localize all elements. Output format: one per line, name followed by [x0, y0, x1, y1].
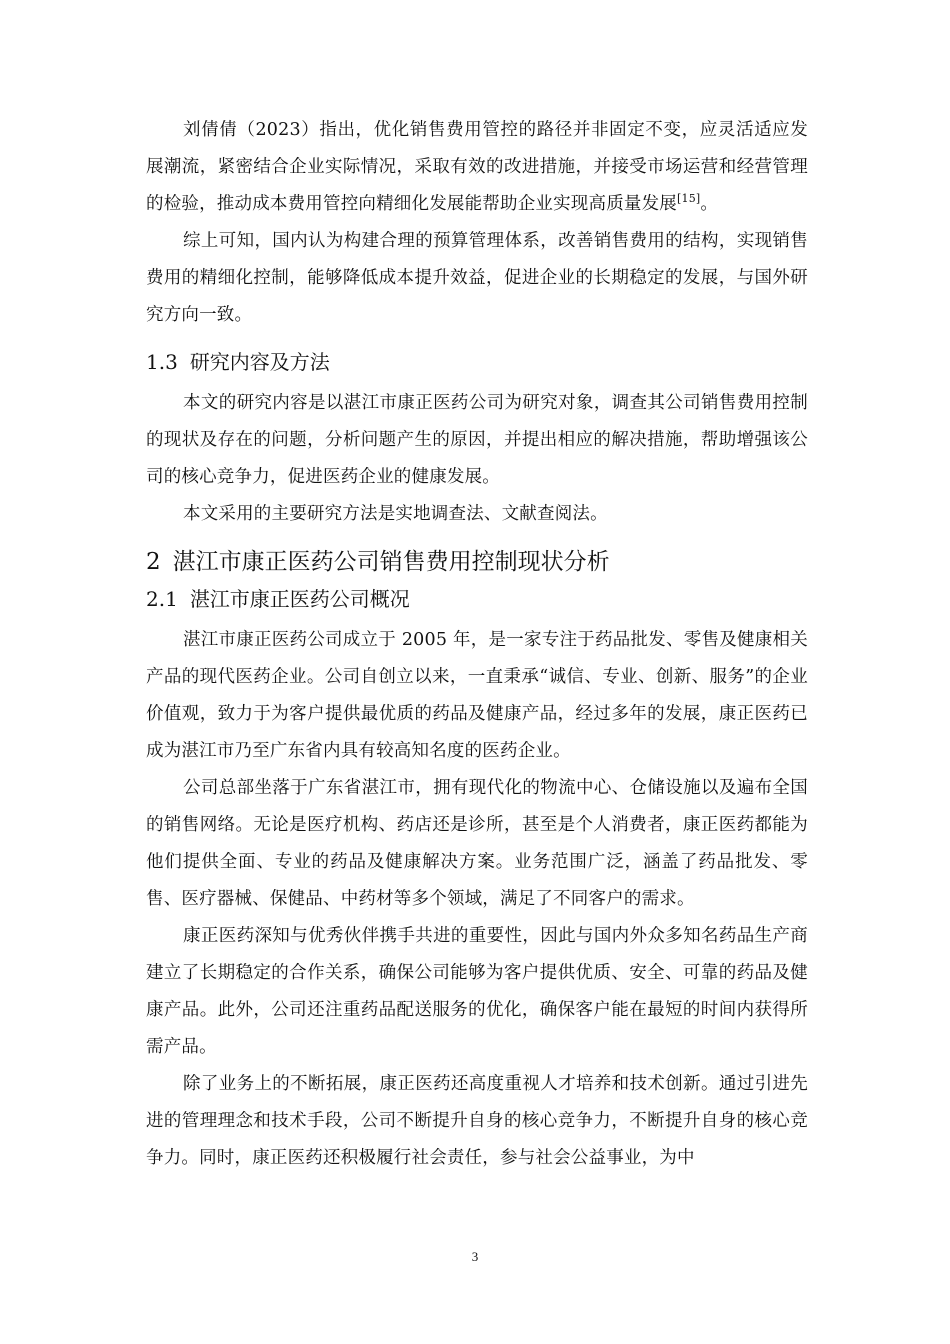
- paragraph-summary: 综上可知，国内认为构建合理的预算管理体系，改善销售费用的结构，实现销售费用的精细化控制，能够降低成本提升效益，促进企业的长期稳定的发展，与国外研究方向一致。: [146, 231, 808, 325]
- paragraph-liu-qianqian: 刘倩倩（2023）指出，优化销售费用管控的路径并非固定不变，应灵活适应发展潮流，紧密结合企业实际情况，采取有效的改进措施，并接受市场运营和经营管理的检验，推动成本费用管控向精细化发展能帮助企业实现高质量发展[15]。: [146, 120, 808, 214]
- paragraph-research-content: 本文的研究内容是以湛江市康正医药公司为研究对象，调查其公司销售费用控制的现状及存在的问题，分析问题产生的原因，并提出相应的解决措施，帮助增强该公司的核心竞争力，促进医药企业的健康发展。: [146, 393, 808, 487]
- section-heading-2-1: 2.1 湛江市康正医药公司概况: [146, 587, 410, 611]
- paragraph-company-intro: 湛江市康正医药公司成立于 2005 年，是一家专注于药品批发、零售及健康相关产品的现代医药企业。公司自创立以来，一直秉承“诚信、专业、创新、服务”的企业价值观，致力于为客户提供最优质的药品及健康产品，经过多年的发展，康正医药已成为湛江市乃至广东省内具有较高知名度的医药企业。: [146, 630, 808, 761]
- citation-superscript: [15]: [677, 192, 701, 206]
- document-body: [146, 112, 808, 1177]
- paragraph-company-partners: 康正医药深知与优秀伙伴携手共进的重要性，因此与国内外众多知名药品生产商建立了长期稳定的合作关系，确保公司能够为客户提供优质、安全、可靠的药品及健康产品。此外，公司还注重药品配送服务的优化，确保客户能在最短的时间内获得所需产品。: [146, 926, 808, 1057]
- page-number: 3: [471, 1249, 479, 1264]
- paragraph-company-hq: 公司总部坐落于广东省湛江市，拥有现代化的物流中心、仓储设施以及遍布全国的销售网络。无论是医疗机构、药店还是诊所，甚至是个人消费者，康正医药都能为他们提供全面、专业的药品及健康解决方案。业务范围广泛，涵盖了药品批发、零售、医疗器械、保健品、中药材等多个领域，满足了不同客户的需求。: [146, 778, 808, 909]
- chapter-heading-2: 2 湛江市康正医药公司销售费用控制现状分析: [146, 549, 610, 575]
- section-heading-1-3: 1.3 研究内容及方法: [146, 350, 330, 374]
- paragraph-research-method: 本文采用的主要研究方法是实地调查法、文献查阅法。: [183, 504, 608, 524]
- paragraph-company-talent: 除了业务上的不断拓展，康正医药还高度重视人才培养和技术创新。通过引进先进的管理理念和技术手段，公司不断提升自身的核心竞争力，不断提升自身的核心竞争力。同时，康正医药还积极履行社会责任，参与社会公益事业，为中: [146, 1074, 808, 1168]
